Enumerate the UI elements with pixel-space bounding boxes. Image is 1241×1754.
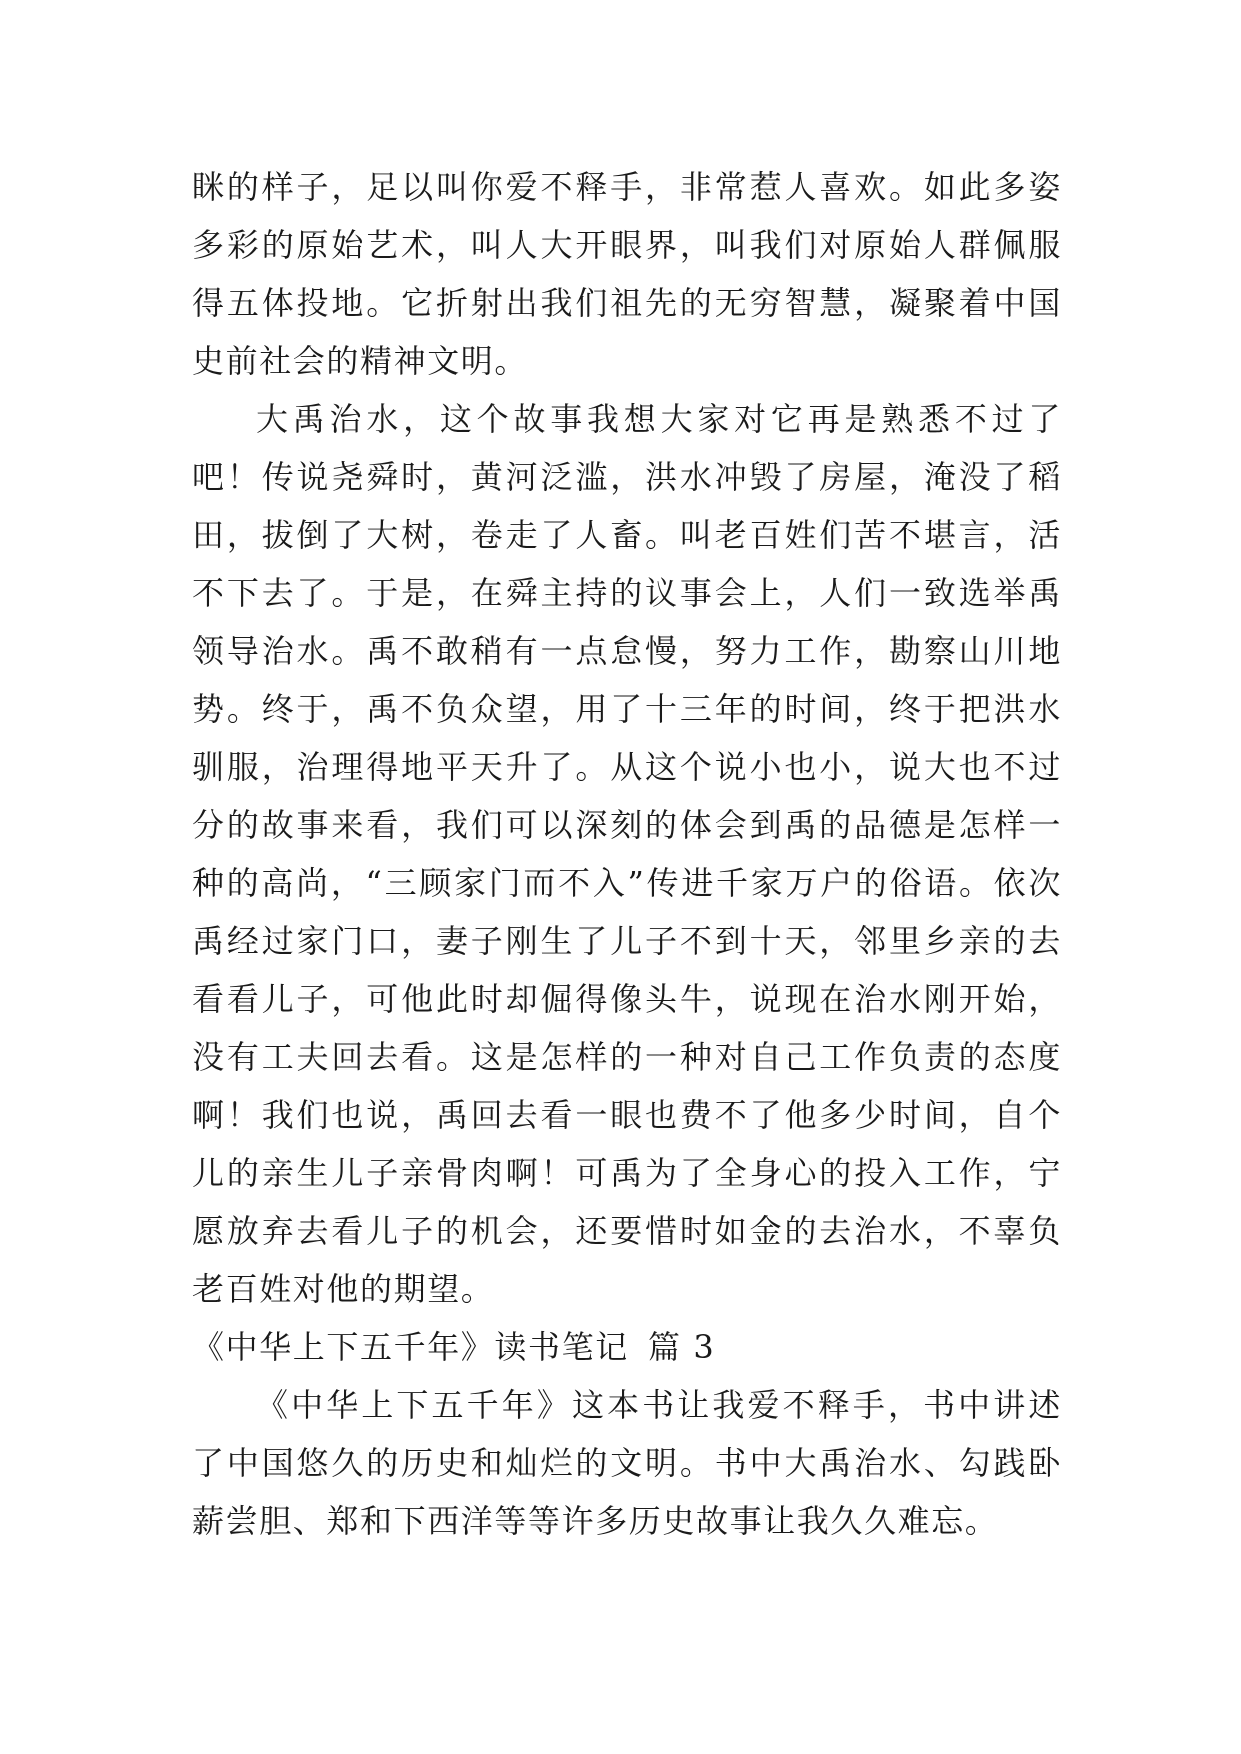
paragraph-dayu: 大禹治水，这个故事我想大家对它再是熟悉不过了吧！传说尧舜时，黄河泛滥，洪水冲毁了房屋，淹没了稻田，拔倒了大树，卷走了人畜。叫老百姓们苦不堪言，活不下去了。于是，在舜主持的议事会上，人们一致选举禹领导治水。禹不敢稍有一点怠慢，努力工作，勘察山川地势。终于，禹不负众望，用了十三年的时间，终于把洪水驯服，治理得地平天升了。从这个说小也小，说大也不过分的故事来看，我们可以深刻的体会到禹的品德是怎样一种的高尚，“三顾家门而不入”传进千家万户的俗语。依次禹经过家门口，妻子刚生了儿子不到十天，邻里乡亲的去看看儿子，可他此时却倔得像头牛，说现在治水刚开始，没有工夫回去看。这是怎样的一种对自己工作负责的态度啊！我们也说，禹回去看一眼也费不了他多少时间，自个儿的亲生儿子亲骨肉啊！可禹为了全身心的投入工作，宁愿放弃去看儿子的机会，还要惜时如金的去治水，不辜负老百姓对他的期望。	[192, 400, 1062, 1308]
section-heading	[192, 1318, 1062, 1376]
section-number: 篇 3	[648, 1328, 716, 1366]
paragraph-intro: 《中华上下五千年》这本书让我爱不释手，书中讲述了中国悠久的历史和灿烂的文明。书中大禹治水、勾践卧薪尝胆、郑和下西洋等等许多历史故事让我久久难忘。	[192, 1386, 1062, 1540]
paragraph-continuation: 眯的样子，足以叫你爱不释手，非常惹人喜欢。如此多姿多彩的原始艺术，叫人大开眼界，叫我们对原始人群佩服得五体投地。它折射出我们祖先的无穷智慧，凝聚着中国史前社会的精神文明。	[192, 168, 1062, 380]
section-title: 《中华上下五千年》读书笔记	[192, 1328, 629, 1366]
section-3	[192, 1318, 1062, 1550]
body-text-top	[192, 158, 1062, 1318]
